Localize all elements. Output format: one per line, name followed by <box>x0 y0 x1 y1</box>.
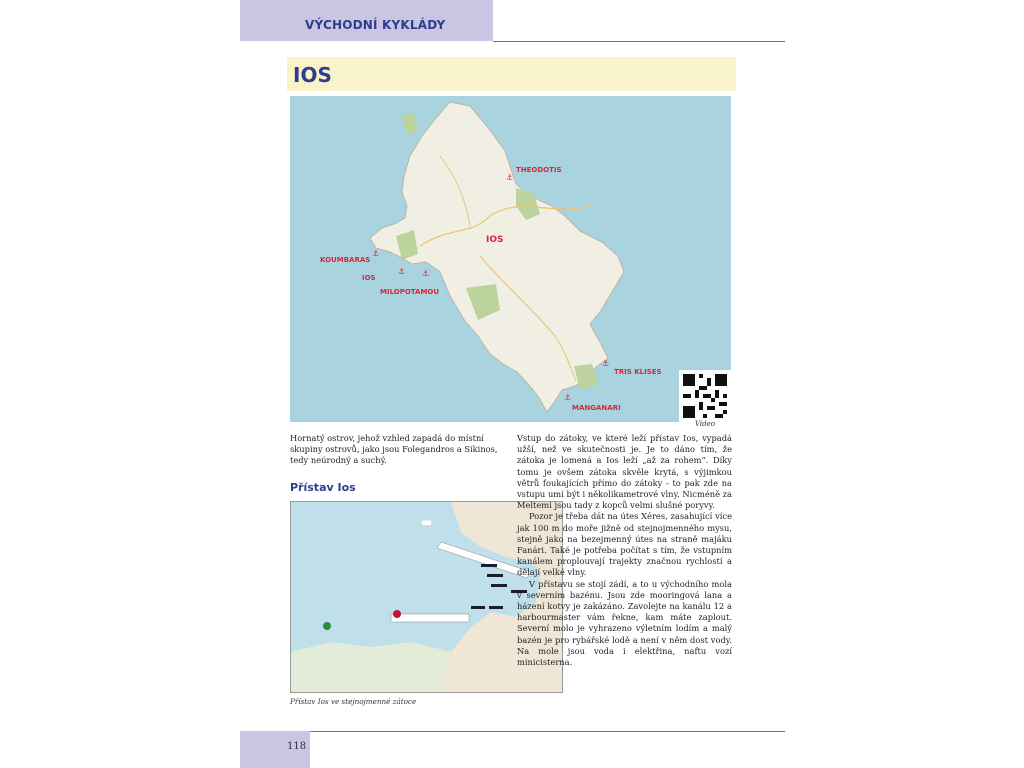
footer-rule <box>310 731 785 732</box>
intro-text-column <box>290 433 504 467</box>
red-buoy-icon <box>393 610 401 618</box>
qr-code[interactable] <box>679 370 731 422</box>
qr-caption: Video <box>695 420 716 428</box>
header-rule <box>493 41 785 42</box>
anchor-icon: ⚓ <box>564 393 572 402</box>
ferry-icon: ▬ <box>421 515 433 529</box>
anchor-icon: ⚓ <box>422 269 430 278</box>
green-buoy-icon <box>323 622 331 630</box>
paragraph-hazards: Pozor je třeba dát na útes Xéres, zasahující více jak 100 m do moře jižně od stejnojmenného mysu, stejně jako na bezejmenný útes na straně majáku Fanári. Také je potřeba počítat s tím, že vstupním kanálem proplouvají trajekty značnou rychlostí a dělají velké vlny. <box>517 511 732 578</box>
harbor-map-caption: Přístav Ios ve stejnojmenné zátoce <box>290 697 417 706</box>
harbor-subheading: Přístav Ios <box>290 481 356 494</box>
section-title: VÝCHODNÍ KYKLÁDY <box>305 18 446 32</box>
main-text-column <box>517 433 732 668</box>
anchor-icon: ⚓ <box>398 267 406 276</box>
map-label-ios-port: IOS <box>362 274 376 282</box>
map-label-milopotamou: MILOPOTAMOU <box>380 288 440 296</box>
qr-code-icon <box>679 370 731 422</box>
page-number-tab <box>240 731 310 768</box>
page-number: 118 <box>287 741 307 752</box>
island-map-svg <box>290 96 731 422</box>
page-title: IOS <box>293 63 332 87</box>
paragraph-entry: Vstup do zátoky, ve které leží přístav Ios, vypadá užší, než ve skutečnosti je. Je to dáno tím, že zátoka je lomená a Ios leží „až za rohem“. Díky tomu je ovšem zátoka skvěle krytá, s výjimkou větrů foukajících přímo do zátoky - to pak zde na vstupu umí být i několikametrové vlny. Nicméně za Meltemi jsou tady z kopců velmi slušné poryvy. <box>517 433 732 511</box>
green-zone-north <box>402 112 418 136</box>
anchor-icon: ⚓ <box>506 173 514 182</box>
paragraph-mooring: V přístavu se stojí zádí, a to u východního mola v severním bazénu. Jsou zde mooringová lana a házení kotvy je zakázáno. Zavolejte na kanálu 12 a harbourmaster vám řekne, kam máte zaplout. Severní molo je vyhrazeno výletním lodím a malý bazén je pro rybářské lodě a není v něm dost vody. Na mole jsou voda i elektřina, naftu vozí minicisterna. <box>517 578 732 668</box>
title-band <box>287 57 736 91</box>
anchor-icon: ⚓ <box>602 359 610 368</box>
map-label-ios-center: IOS <box>486 235 504 245</box>
intro-paragraph: Hornatý ostrov, jehož vzhled zapadá do místní skupiny ostrovů, jako jsou Folegandros a Sikinos, tedy neúrodný a suchý. <box>290 433 498 466</box>
harbor-land-south <box>291 642 451 692</box>
island-map <box>290 96 731 422</box>
harbor-pier <box>391 614 469 622</box>
section-header-tab <box>240 0 493 41</box>
anchor-icon: ⚓ <box>372 249 380 258</box>
map-label-manganari: MANGANARI <box>572 404 621 412</box>
map-label-koumbaras: KOUMBARAS <box>320 256 371 264</box>
map-label-theodotis: THEODOTIS <box>516 166 562 174</box>
map-label-tris-klises: TRIS KLISES <box>614 368 662 376</box>
